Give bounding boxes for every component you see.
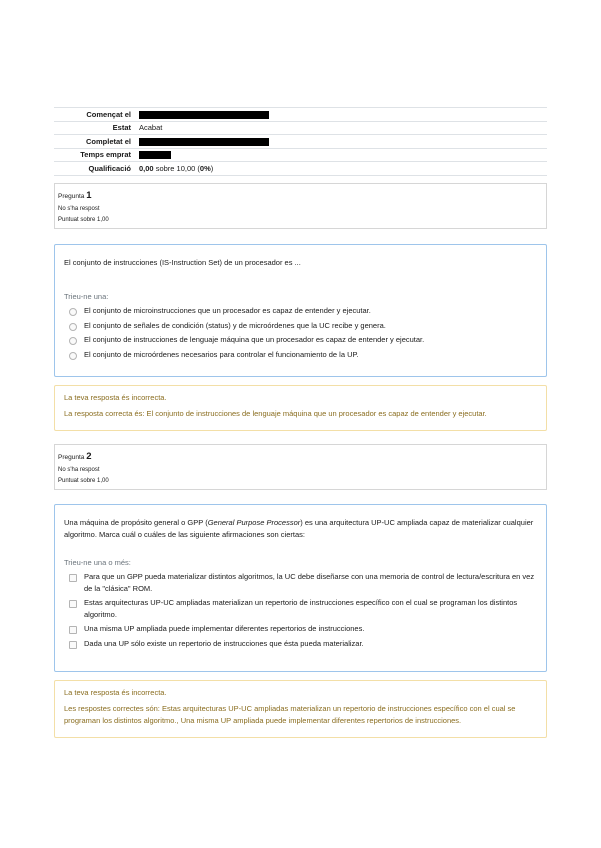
option-label[interactable]: Una misma UP ampliada puede implementar diferentes repertorios de instrucciones. [84, 624, 365, 633]
summary-value [139, 108, 547, 122]
redaction-block [139, 151, 171, 159]
summary-label: Temps emprat [80, 150, 131, 160]
option-label[interactable]: El conjunto de microórdenes necesarios para controlar el funcionamiento de la UP. [84, 349, 359, 359]
question-state: No s'ha respost [58, 206, 100, 212]
summary-row-grade [54, 162, 547, 176]
summary-value [139, 162, 547, 176]
question-1-info [54, 183, 547, 229]
question-label: Pregunta [58, 193, 85, 200]
checkbox[interactable] [69, 600, 77, 608]
answer-prompt: Trieu-ne una: [64, 292, 109, 301]
option-label[interactable]: El conjunto de instrucciones de lenguaje máquina que un procesador es capaz de entender y ejecutar. [84, 335, 425, 344]
summary-value [139, 148, 547, 162]
redaction-block [139, 138, 269, 146]
radio-button[interactable] [69, 337, 77, 345]
summary-label: Completat el [85, 136, 131, 146]
summary-row-started [54, 108, 547, 122]
question-2-feedback [54, 680, 547, 738]
checkbox[interactable] [69, 574, 77, 582]
radio-button[interactable] [69, 308, 77, 316]
checkbox[interactable] [69, 641, 77, 649]
radio-button[interactable] [69, 323, 77, 331]
question-text [64, 517, 537, 541]
question-label: Pregunta [58, 454, 85, 461]
redaction-block [139, 111, 269, 119]
question-2-info [54, 444, 547, 490]
option-label[interactable]: El conjunto de señales de condición (status) y de microórdenes que la UC recibe y genera. [84, 320, 386, 330]
summary-label: Qualificació [88, 163, 131, 173]
question-number-value: 1 [86, 190, 92, 201]
summary-row-time-taken [54, 148, 547, 162]
question-number-value: 2 [86, 451, 92, 462]
question-1-content [54, 244, 547, 377]
question-number [58, 451, 546, 462]
question-text: El conjunto de instrucciones (IS-Instruction Set) de un procesador es ... [64, 258, 301, 267]
answer-option[interactable] [69, 571, 537, 595]
feedback-status: La teva resposta és incorrecta. [64, 688, 167, 697]
question-mark: Puntuat sobre 1,00 [58, 217, 109, 223]
grade-percent: 0% [199, 163, 211, 173]
question-number [58, 190, 546, 201]
question-mark: Puntuat sobre 1,00 [58, 478, 109, 484]
summary-value: Acabat [139, 123, 163, 133]
feedback-right-answer: La resposta correcta és: El conjunto de instrucciones de lenguaje máquina que un procesador es capaz de entender y ejecutar. [64, 409, 487, 418]
answer-option[interactable] [69, 334, 537, 349]
answer-prompt: Trieu-ne una o més: [64, 558, 131, 567]
option-label[interactable]: Estas arquitecturas UP-UC ampliadas materializan un repertorio de instrucciones específico con el cual se programan los distintos algoritmo. [84, 598, 518, 619]
question-text-end: ) es una arquitectura UP-UC ampliada capaz de materializar cualquier algoritmo. Marca cuál o cuáles de las siguiente afirmaciones son ciertas: [64, 518, 534, 539]
answer-option[interactable] [69, 349, 537, 364]
answer-option[interactable] [69, 305, 537, 320]
answer-option[interactable] [69, 623, 537, 638]
question-text-start: Una máquina de propósito general o GPP ( [64, 518, 208, 527]
option-label[interactable]: Dada una UP sólo existe un repertorio de instrucciones que ésta pueda materializar. [84, 638, 364, 648]
summary-label: Començat el [86, 109, 131, 119]
answer-option[interactable] [69, 638, 537, 653]
feedback-right-answer: Les respostes correctes són: Estas arquitecturas UP-UC ampliadas materializan un repertorio de instrucciones específico con el cual se programan los distintos algoritmo., Una misma UP ampliada puede implementar diferentes repertorios de instrucciones. [64, 704, 516, 725]
summary-row-state [54, 121, 547, 135]
grade-rest: sobre 10,00 ( [155, 163, 200, 173]
option-label[interactable]: El conjunto de microinstrucciones que un procesador es capaz de entender y ejecutar. [84, 306, 371, 315]
summary-label: Estat [112, 123, 131, 133]
answer-option[interactable] [69, 597, 537, 621]
option-label[interactable]: Para que un GPP pueda materializar distintos algoritmos, la UC debe diseñarse con una memoria de control de lectura/escritura en vez de la "clásica" ROM. [84, 572, 535, 593]
feedback-status: La teva resposta és incorrecta. [64, 393, 167, 402]
attempt-summary-table [54, 107, 547, 176]
summary-row-completed [54, 135, 547, 149]
question-state: No s'ha respost [58, 467, 100, 473]
summary-value [139, 135, 547, 149]
grade-value: 0,00 [139, 163, 154, 173]
checkbox[interactable] [69, 626, 77, 634]
question-2-content [54, 504, 547, 672]
question-1-feedback [54, 385, 547, 431]
radio-button[interactable] [69, 352, 77, 360]
question-text-italic: General Purpose Processor [207, 518, 301, 527]
grade-close: ) [210, 163, 214, 173]
answer-option[interactable] [69, 320, 537, 335]
